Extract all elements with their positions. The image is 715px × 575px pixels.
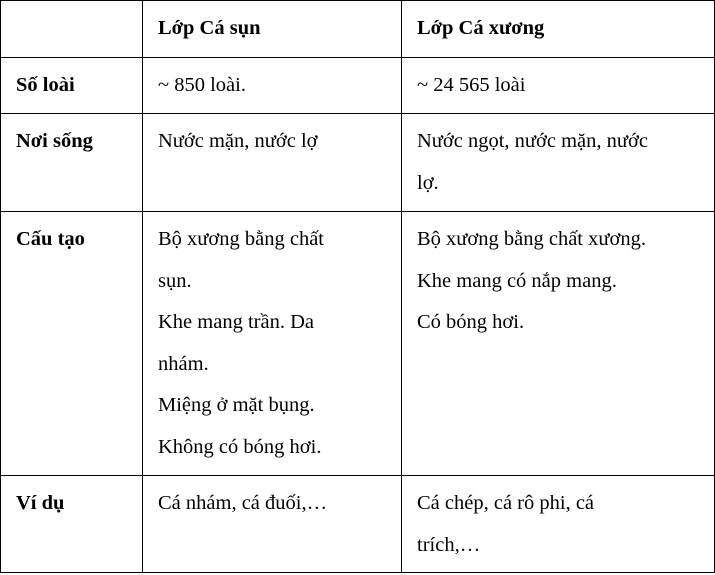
cell-line: Bộ xương bằng chất xương. bbox=[417, 228, 646, 250]
row-label-examples: Ví dụ bbox=[1, 476, 143, 573]
cell-line: Cá nhám, cá đuối,… bbox=[158, 492, 328, 514]
cell-line: ~ 850 loài. bbox=[158, 74, 246, 96]
cell-line: Miệng ở mặt bụng. bbox=[158, 394, 315, 416]
header-cartilaginous-fish: Lớp Cá sụn bbox=[143, 1, 402, 58]
corner-cell bbox=[1, 1, 143, 58]
cell-species-count-bony bbox=[402, 58, 715, 114]
row-label-species-count: Số loài bbox=[1, 58, 143, 114]
cell-line: sụn. bbox=[158, 269, 192, 292]
cell-line: Khe mang trần. Da bbox=[158, 311, 314, 333]
row-species-count bbox=[1, 58, 715, 114]
row-label-structure: Cấu tạo bbox=[1, 212, 143, 476]
cell-line: Có bóng hơi. bbox=[417, 311, 525, 333]
cell-examples-cartilaginous bbox=[143, 476, 402, 573]
cell-line: nhám. bbox=[158, 352, 209, 375]
row-examples bbox=[1, 476, 715, 573]
row-structure bbox=[1, 212, 715, 476]
cell-line: Khe mang có nắp mang. bbox=[417, 269, 617, 292]
cell-habitat-cartilaginous bbox=[143, 114, 402, 212]
cell-line: Bộ xương bằng chất bbox=[158, 228, 324, 250]
cell-structure-bony bbox=[402, 212, 715, 476]
row-habitat bbox=[1, 114, 715, 212]
header-bony-fish: Lớp Cá xương bbox=[402, 1, 715, 58]
row-label-habitat: Nơi sống bbox=[1, 114, 143, 212]
cell-line: trích,… bbox=[417, 533, 481, 556]
cell-structure-cartilaginous bbox=[143, 212, 402, 476]
cell-line: Cá chép, cá rô phi, cá bbox=[417, 492, 595, 514]
cell-species-count-cartilaginous bbox=[143, 58, 402, 114]
cell-line: Nước ngọt, nước mặn, nước bbox=[417, 130, 648, 152]
cell-examples-bony bbox=[402, 476, 715, 573]
cell-line: lợ. bbox=[417, 171, 439, 194]
cell-habitat-bony bbox=[402, 114, 715, 212]
cell-line: Nước mặn, nước lợ bbox=[158, 130, 318, 152]
cell-line: ~ 24 565 loài bbox=[417, 74, 526, 96]
header-row bbox=[1, 1, 715, 58]
cell-line: Không có bóng hơi. bbox=[158, 435, 322, 458]
